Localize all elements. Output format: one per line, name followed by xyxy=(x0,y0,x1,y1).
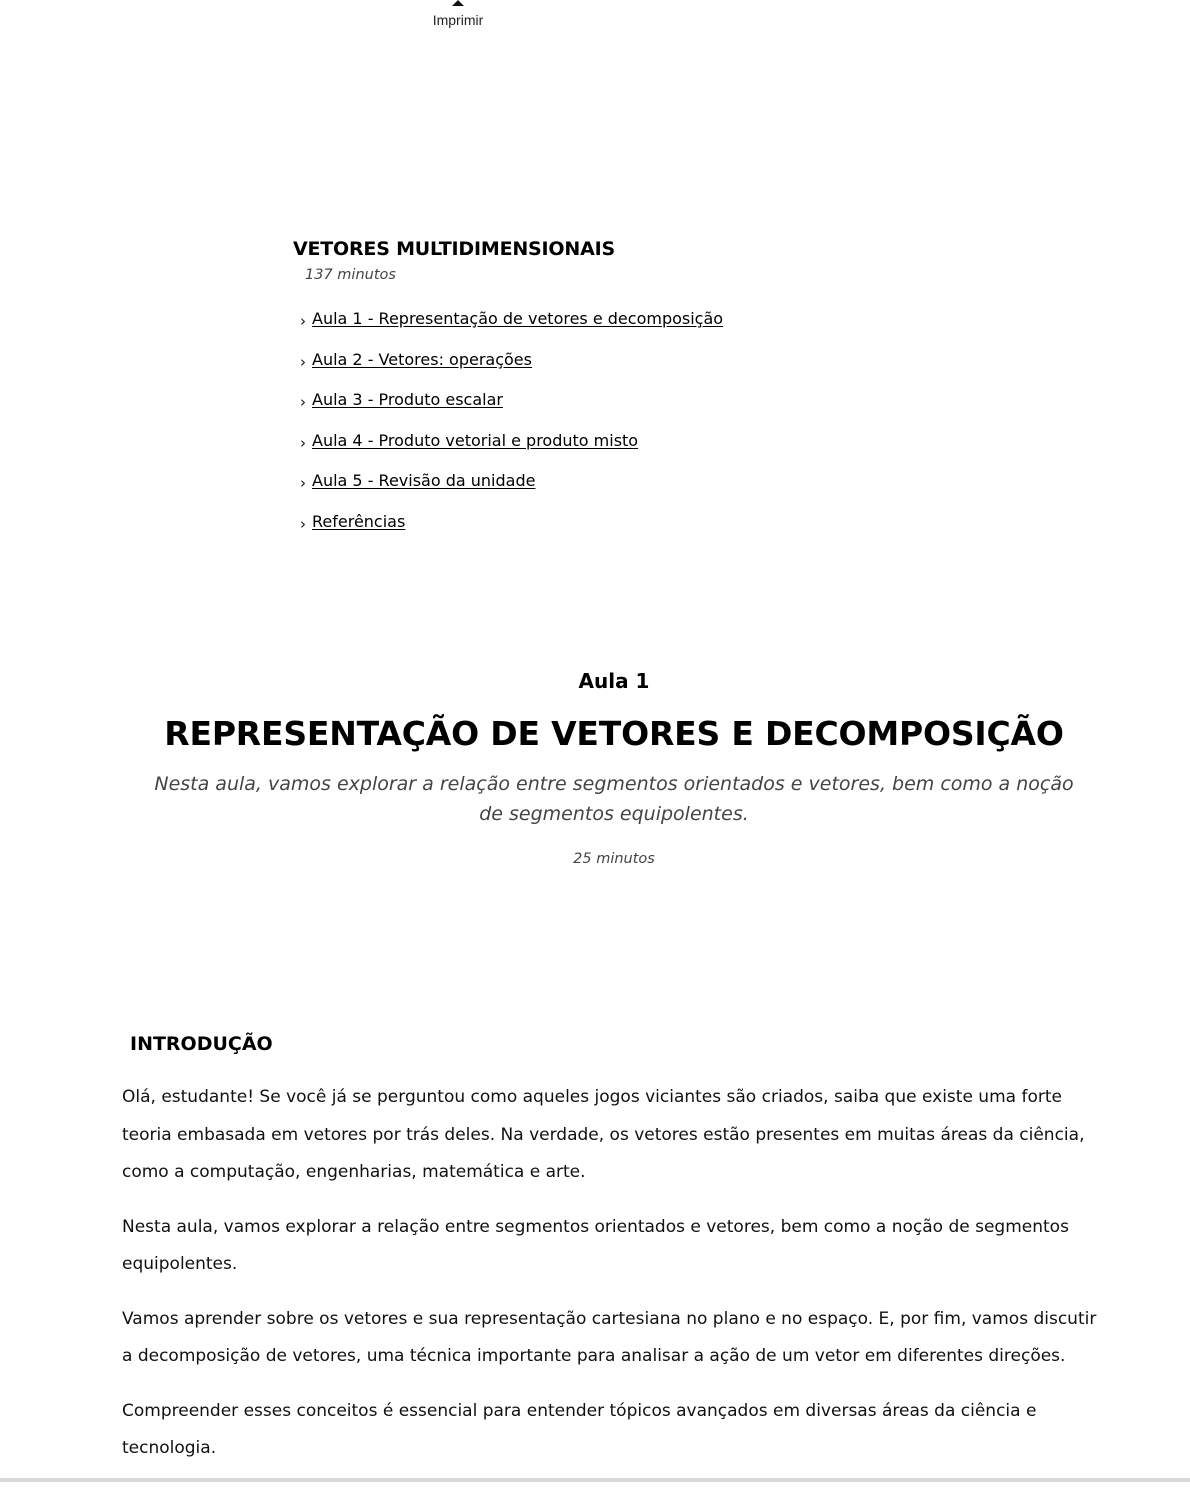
toc-item-referencias[interactable] xyxy=(293,512,893,553)
intro-paragraph: Olá, estudante! Se você já se perguntou como aqueles jogos viciantes são criados, saiba que existe uma forte teoria embasada em vetores por trás deles. Na verdade, os vetores estão presentes em muitas áreas da ciência, como a computação, engenharias, matemática e arte. xyxy=(122,1087,1085,1182)
toc-item-aula-3[interactable] xyxy=(293,390,893,431)
lesson-title: REPRESENTAÇÃO DE VETORES E DECOMPOSIÇÃO xyxy=(164,714,1064,753)
toc-link-aula-4[interactable]: Aula 4 - Produto vetorial e produto misto xyxy=(312,430,639,450)
intro-heading: INTRODUÇÃO xyxy=(130,1033,273,1055)
chevron-right-icon: › xyxy=(300,433,306,452)
intro-paragraph: Nesta aula, vamos explorar a relação entre segmentos orientados e vetores, bem como a noção de segmentos equipolentes. xyxy=(122,1216,1069,1274)
toc-title: VETORES MULTIDIMENSIONAIS xyxy=(293,238,615,260)
toc-item-aula-4[interactable] xyxy=(293,431,893,472)
intro-paragraph: Compreender esses conceitos é essencial para entender tópicos avançados em diversas áreas da ciência e tecnologia. xyxy=(122,1400,1037,1458)
toc-link-aula-3[interactable]: Aula 3 - Produto escalar xyxy=(312,390,503,409)
toc-link-referencias[interactable]: Referências xyxy=(312,511,406,531)
toc-list xyxy=(293,309,893,552)
toc-link-aula-1[interactable]: Aula 1 - Representação de vetores e decomposição xyxy=(312,309,724,328)
toc-item-aula-5[interactable] xyxy=(293,471,893,512)
print-label: Imprimir xyxy=(432,12,484,28)
lesson-duration: 25 minutos xyxy=(573,851,655,867)
chevron-right-icon: › xyxy=(300,352,306,371)
chevron-right-icon: › xyxy=(300,514,306,533)
toc-link-aula-5[interactable]: Aula 5 - Revisão da unidade xyxy=(312,471,536,490)
intro-section xyxy=(122,1029,1112,1468)
lesson-number: Aula 1 xyxy=(578,669,650,693)
chevron-right-icon: › xyxy=(300,474,306,492)
caret-up-icon xyxy=(452,0,464,6)
chevron-right-icon: › xyxy=(300,393,306,411)
lesson-header xyxy=(120,665,1108,869)
lesson-subtitle: Nesta aula, vamos explorar a relação entre segmentos orientados e vetores, bem como a noção de segmentos equipolentes. xyxy=(154,773,1074,825)
print-button[interactable] xyxy=(430,0,486,30)
toc-item-aula-2[interactable] xyxy=(293,350,893,391)
table-of-contents xyxy=(293,235,893,552)
toc-item-aula-1[interactable] xyxy=(293,309,893,350)
page-divider xyxy=(0,1478,1190,1482)
toc-duration: 137 minutos xyxy=(305,267,396,283)
chevron-right-icon: › xyxy=(300,312,306,330)
toc-link-aula-2[interactable]: Aula 2 - Vetores: operações xyxy=(312,349,532,369)
intro-paragraph: Vamos aprender sobre os vetores e sua representação cartesiana no plano e no espaço. E, por fim, vamos discutir a decomposição de vetores, uma técnica importante para analisar a ação de um vetor em diferentes direções. xyxy=(122,1308,1097,1366)
